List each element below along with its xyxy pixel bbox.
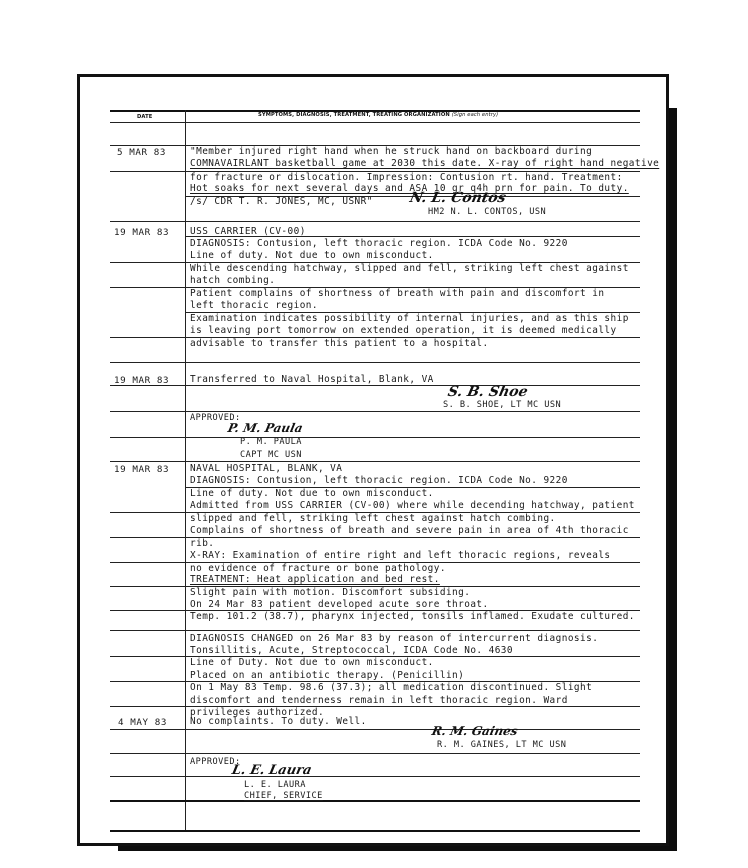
entry-line: rib. bbox=[190, 538, 215, 549]
entry-line: Temp. 101.2 (38.7), pharynx injected, tonsils inflamed. Exudate cultured. bbox=[190, 611, 635, 622]
entry-date: 19 MAR 83 bbox=[114, 375, 170, 386]
approver-name: P. M. PAULA bbox=[240, 437, 302, 447]
entry-line: While descending hatchway, slipped and fell, striking left chest against bbox=[190, 263, 629, 274]
entry-line: hatch combing. bbox=[190, 275, 276, 286]
approver-signature-handwritten: P. M. Paula bbox=[226, 421, 305, 435]
row-rule bbox=[110, 729, 640, 730]
entry-line: On 1 May 83 Temp. 98.6 (37.3); all medication discontinued. Slight bbox=[190, 682, 593, 693]
row-rule bbox=[110, 362, 640, 363]
entry-line: Placed on an antibiotic therapy. (Penicillin) bbox=[190, 670, 465, 681]
entry-date: 19 MAR 83 bbox=[114, 464, 170, 475]
entry-line: Line of duty. Not due to own misconduct. bbox=[190, 250, 434, 261]
entry-date: 5 MAR 83 bbox=[117, 147, 167, 158]
row-rule bbox=[110, 800, 640, 802]
entry-line: discomfort and tenderness remain in left thoracic region. Ward bbox=[190, 695, 568, 706]
entry-line: Slight pain with motion. Discomfort subsiding. bbox=[190, 587, 471, 598]
row-rule bbox=[110, 437, 640, 438]
approver-name: L. E. LAURA bbox=[244, 780, 306, 790]
entry-line: TREATMENT: Heat application and bed rest. bbox=[190, 574, 440, 585]
row-rule bbox=[110, 630, 640, 631]
entry-line: Transferred to Naval Hospital, Blank, VA bbox=[190, 374, 434, 385]
entry-line: "Member injured right hand when he struck hand on backboard during bbox=[190, 146, 593, 157]
signature-handwritten: R. M. Gaines bbox=[430, 724, 520, 738]
row-rule bbox=[110, 753, 640, 754]
entry-line: Hot soaks for next several days and ASA 10 gr q4h prn for pain. To duty. bbox=[190, 183, 629, 194]
entry-line: DIAGNOSIS CHANGED on 26 Mar 83 by reason of intercurrent diagnosis. bbox=[190, 633, 599, 644]
approver-title: CAPT MC USN bbox=[240, 450, 302, 460]
entry-line: left thoracic region. bbox=[190, 300, 318, 311]
entry-line: NAVAL HOSPITAL, BLANK, VA bbox=[190, 463, 343, 474]
approved-label: APPROVED: bbox=[190, 757, 241, 767]
column-divider bbox=[185, 110, 186, 832]
row-rule bbox=[110, 461, 640, 462]
entry-line: no evidence of fracture or bone pathology. bbox=[190, 563, 446, 574]
signature-handwritten: S. B. Shoe bbox=[446, 384, 530, 400]
table-bottom-rule bbox=[110, 830, 640, 832]
entry-line: No complaints. To duty. Well. bbox=[190, 716, 367, 727]
signature-handwritten: N. L. Contos bbox=[408, 190, 508, 206]
entry-date: 4 MAY 83 bbox=[118, 717, 168, 728]
row-rule bbox=[110, 776, 640, 777]
entry-date: 19 MAR 83 bbox=[114, 227, 170, 238]
entry-line: Admitted from USS CARRIER (CV-00) where while decending hatchway, patient bbox=[190, 500, 635, 511]
approver-title: CHIEF, SERVICE bbox=[244, 791, 323, 801]
entry-line: On 24 Mar 83 patient developed acute sore throat. bbox=[190, 599, 489, 610]
entry-line: Line of duty. Not due to own misconduct. bbox=[190, 488, 434, 499]
entry-line: Complains of shortness of breath and severe pain in area of 4th thoracic bbox=[190, 525, 629, 536]
entry-line: privileges authorized. bbox=[190, 707, 325, 718]
date-column-header: DATE bbox=[137, 114, 153, 120]
entry-line: DIAGNOSIS: Contusion, left thoracic region. ICDA Code No. 9220 bbox=[190, 238, 568, 249]
entry-line: COMNAVAIRLANT basketball game at 2030 this date. X-ray of right hand negative bbox=[190, 158, 660, 169]
entry-line: /s/ CDR T. R. JONES, MC, USNR" bbox=[190, 196, 373, 207]
entry-line: Patient complains of shortness of breath with pain and discomfort in bbox=[190, 288, 605, 299]
approver-signature-handwritten: L. E. Laura bbox=[230, 763, 314, 778]
entry-line: DIAGNOSIS: Contusion, left thoracic region. ICDA Code No. 9220 bbox=[190, 475, 568, 486]
entry-line: X-RAY: Examination of entire right and left thoracic regions, reveals bbox=[190, 550, 611, 561]
signature-name: R. M. GAINES, LT MC USN bbox=[437, 740, 567, 750]
approved-label: APPROVED: bbox=[190, 413, 241, 423]
signature-name: HM2 N. L. CONTOS, USN bbox=[428, 207, 547, 217]
entry-line: Line of Duty. Not due to own misconduct. bbox=[190, 657, 434, 668]
entry-line: advisable to transfer this patient to a hospital. bbox=[190, 338, 489, 349]
entry-line: for fracture or dislocation. Impression: Contusion rt. hand. Treatment: bbox=[190, 172, 623, 183]
signature-name: S. B. SHOE, LT MC USN bbox=[443, 400, 562, 410]
entry-line: USS CARRIER (CV-00) bbox=[190, 226, 306, 237]
entry-line: Examination indicates possibility of internal injuries, and as this ship bbox=[190, 313, 629, 324]
entry-line: is leaving port tomorrow on extended operation, it is deemed medically bbox=[190, 325, 617, 336]
entry-line: slipped and fell, striking left chest against hatch combing. bbox=[190, 513, 556, 524]
header-bottom-rule bbox=[110, 122, 640, 123]
row-rule bbox=[110, 221, 640, 222]
entry-line: Tonsillitis, Acute, Streptococcal, ICDA Code No. 4630 bbox=[190, 645, 513, 656]
entry-column-header: SYMPTOMS, DIAGNOSIS, TREATMENT, TREATING ORGANIZATION (Sign each entry) bbox=[258, 112, 499, 118]
